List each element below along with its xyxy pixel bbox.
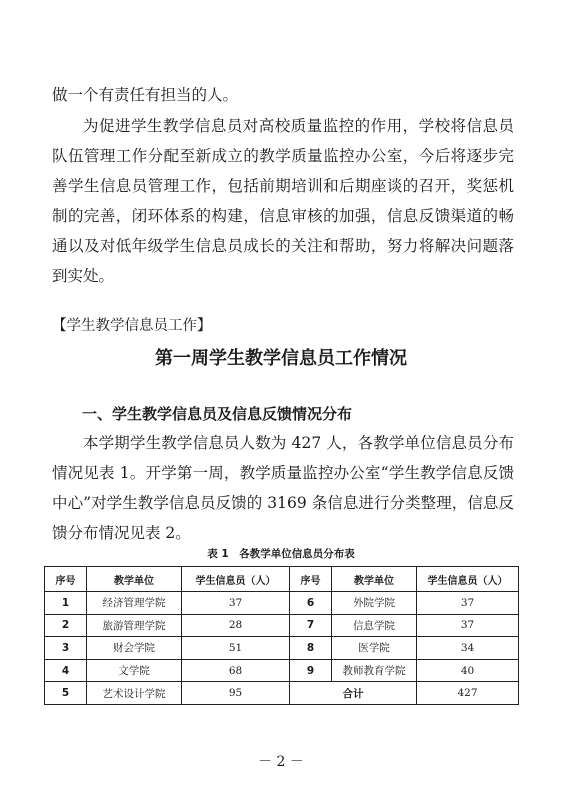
total-value: 427	[417, 682, 519, 705]
cell-no: 5	[45, 682, 87, 705]
cell-count: 37	[417, 592, 519, 615]
section-heading: 一、学生教学信息员及信息反馈情况分布	[82, 405, 353, 423]
header-unit-right: 教学单位	[332, 567, 417, 592]
cell-no: 6	[290, 592, 332, 615]
cell-unit: 教师教育学院	[332, 659, 417, 682]
table-row	[45, 659, 519, 682]
cell-unit: 医学院	[332, 637, 417, 660]
page-title: 第一周学生教学信息员工作情况	[155, 348, 407, 369]
header-count-right: 学生信息员（人）	[417, 567, 519, 592]
header-count-left: 学生信息员（人）	[182, 567, 290, 592]
cell-unit: 经济管理学院	[87, 592, 182, 615]
informant-distribution-table	[44, 566, 519, 705]
cell-unit: 外院学院	[332, 592, 417, 615]
table-row	[45, 614, 519, 637]
section-tag: 【学生教学信息员工作】	[52, 318, 212, 334]
cell-count: 40	[417, 659, 519, 682]
cell-unit: 信息学院	[332, 614, 417, 637]
cell-count: 37	[417, 614, 519, 637]
header-no-right: 序号	[290, 567, 332, 592]
cell-unit: 文学院	[87, 659, 182, 682]
cell-no: 7	[290, 614, 332, 637]
cell-unit: 财会学院	[87, 637, 182, 660]
cell-count: 68	[182, 659, 290, 682]
cell-count: 95	[182, 682, 290, 705]
cell-count: 34	[417, 637, 519, 660]
table-row	[45, 592, 519, 615]
cell-no: 8	[290, 637, 332, 660]
header-no-left: 序号	[45, 567, 87, 592]
cell-no: 4	[45, 659, 87, 682]
cell-no: 9	[290, 659, 332, 682]
cell-no: 1	[45, 592, 87, 615]
cell-unit: 旅游管理学院	[87, 614, 182, 637]
paragraph-improvement-plan: 为促进学生教学信息员对高校质量监控的作用，学校将信息员队伍管理工作分配至新成立的教学质量监控办公室，今后将逐步完善学生信息员管理工作，包括前期培训和后期座谈的召开，奖惩机制的完善，闭环体系的构建，信息审核的加强，信息反馈渠道的畅通以及对低年级学生信息员成长的关注和帮助，努力将解决问题落到实处。	[52, 117, 514, 285]
cell-no: 2	[45, 614, 87, 637]
cell-count: 37	[182, 592, 290, 615]
cell-count: 28	[182, 614, 290, 637]
total-label: 合计	[290, 682, 417, 705]
table-row	[45, 637, 519, 660]
cell-no: 3	[45, 637, 87, 660]
table-caption: 表 1 各教学单位信息员分布表	[207, 548, 355, 560]
table-row-total	[45, 682, 519, 705]
paragraph-closing-line: 做一个有责任有担当的人。	[52, 86, 239, 104]
cell-unit: 艺术设计学院	[87, 682, 182, 705]
cell-count: 51	[182, 637, 290, 660]
table-header-row	[45, 567, 519, 592]
paragraph-distribution-summary: 本学期学生教学信息员人数为 427 人，各教学单位信息员分布情况见表 1。开学第一周，教学质量监控办公室“学生教学信息反馈中心”对学生教学信息员反馈的 3169 条信息进行分类整理，信息反馈分布情况见表 2。	[52, 434, 514, 542]
header-unit-left: 教学单位	[87, 567, 182, 592]
page-number: － 2 －	[258, 754, 304, 770]
